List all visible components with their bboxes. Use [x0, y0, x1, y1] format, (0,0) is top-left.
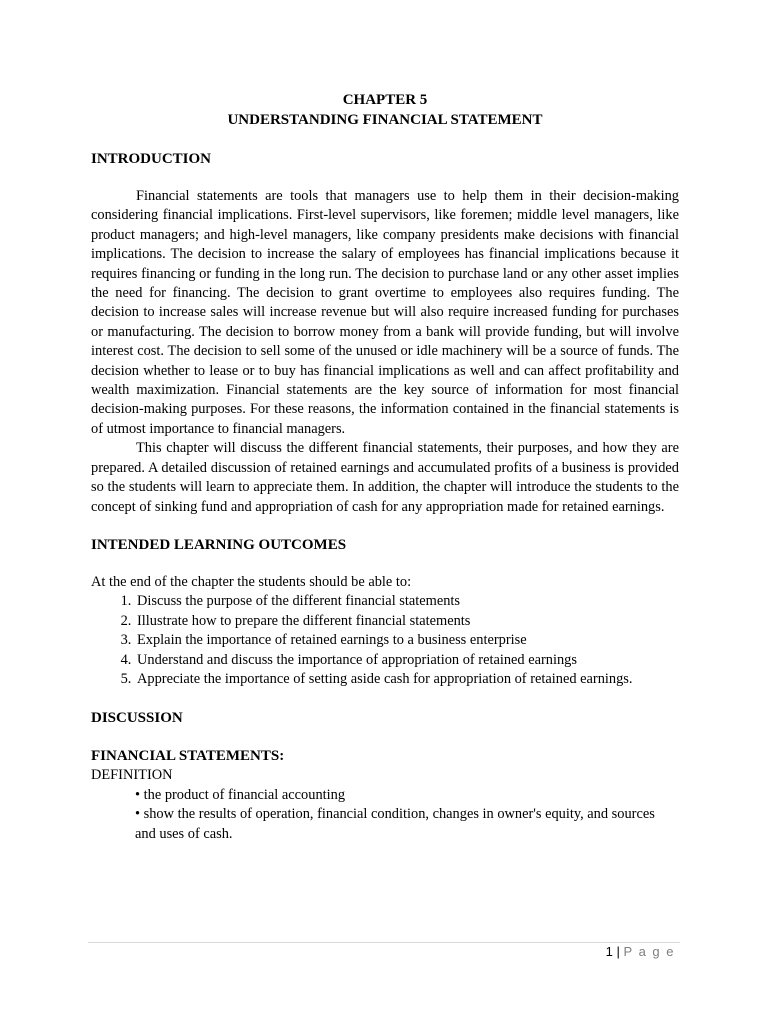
page-separator: |: [616, 944, 620, 959]
chapter-title: UNDERSTANDING FINANCIAL STATEMENT: [227, 112, 543, 128]
learning-outcomes-lead: At the end of the chapter the students should be able to:: [91, 573, 412, 590]
introduction-heading: INTRODUCTION: [91, 151, 212, 167]
definition-bullet: • show the results of operation, financial condition, changes in owner's equity, and sources and uses of cash.: [135, 806, 655, 842]
list-item: 2. Illustrate how to prepare the different financial statements: [135, 612, 679, 631]
learning-outcomes-heading: INTENDED LEARNING OUTCOMES: [91, 536, 347, 553]
document-page: [91, 90, 679, 844]
definition-bullet: • the product of financial accounting: [135, 786, 346, 803]
list-item: 5. Appreciate the importance of setting aside cash for appropriation of retained earnings.: [135, 670, 679, 689]
definition-label: DEFINITION: [91, 767, 173, 784]
page-number: 1: [605, 944, 613, 959]
list-item: 1. Discuss the purpose of the different financial statements: [135, 592, 679, 611]
learning-outcomes-list: [91, 592, 679, 689]
financial-statements-heading: FINANCIAL STATEMENTS:: [91, 748, 285, 765]
list-item: 3. Explain the importance of retained earnings to a business enterprise: [135, 631, 679, 650]
page-label: P a g e: [623, 944, 675, 959]
chapter-number: CHAPTER 5: [342, 92, 428, 108]
list-item: 4. Understand and discuss the importance of appropriation of retained earnings: [135, 651, 679, 670]
discussion-heading: DISCUSSION: [91, 710, 183, 727]
page-footer: [606, 944, 675, 959]
introduction-paragraph-2: This chapter will discuss the different financial statements, their purposes, and how they are prepared. A detailed discussion of retained earnings and accumulated profits of a business is provided so the students will learn to appreciate them. In addition, the chapter will introduce the students to the concept of sinking fund and appropriation of cash for any appropriation made for retained earnings.: [91, 440, 679, 515]
introduction-paragraph-1: Financial statements are tools that managers use to help them in their decision-making considering financial implications. First-level supervisors, like foremen; middle level managers, like product managers; and high-level managers, like company presidents make decisions with financial implications. The decision to increase the salary of employees has financial implications because it requires financing or funding in the long run. The decision to purchase land or any other asset implies the need for financing. The decision to grant overtime to employees also requires funding. The decision to increase sales will increase revenue but will also require increased funding for purchases or manufacturing. The decision to borrow money from a bank will provide funding, but will involve interest cost. The decision to sell some of the unused or idle machinery will be a source of funds. The decision whether to lease or to buy has financial implications as well and can affect profitability and wealth maximization. Financial statements are the key source of information for most financial decision-making purposes. For these reasons, the information contained in the financial statements is of utmost importance to financial managers.: [91, 188, 679, 437]
footer-divider: [88, 942, 680, 943]
